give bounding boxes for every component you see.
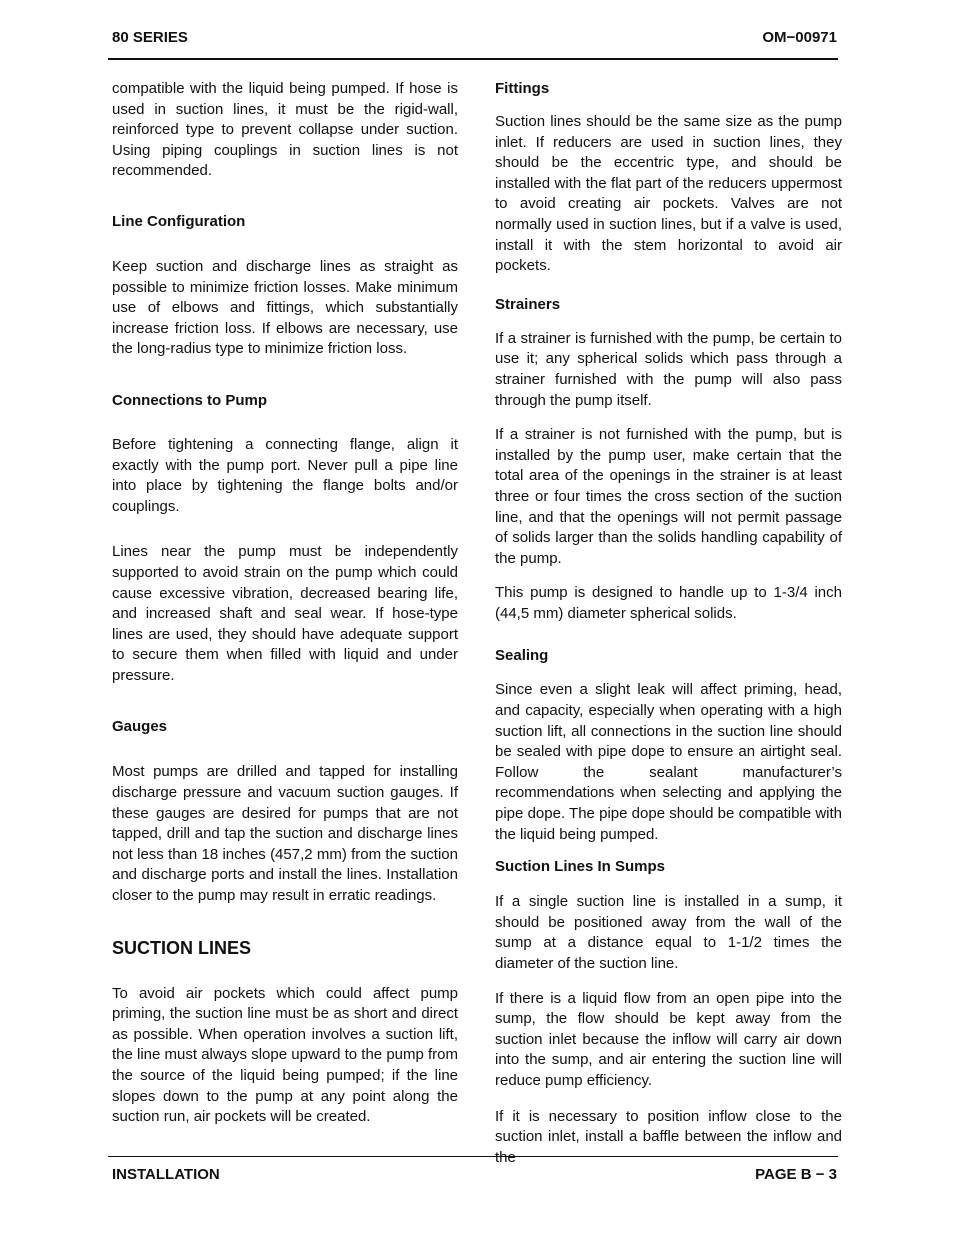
paragraph-sumps-2: If there is a liquid flow from an open pipe into the sump, the flow should be kept away from the suction inlet because the inflow will carry air down into the sump, and air entering the suction line will reduce pump efficiency. [495,989,842,1089]
paragraph-strainers-3: This pump is designed to handle up to 1-3/4 inch (44,5 mm) diameter spherical solids. [495,584,842,622]
header-rule [108,58,838,60]
paragraph-sealing: Since even a slight leak will affect priming, head, and capacity, especially when operating with a high suction lift, all connections in the suction line should be sealed with pipe dope to ensure an airtight seal. Follow the sealant manufacturer’s recommendations when selecting and applying the pipe dope. The pipe dope should be compatible with the liquid being pumped. [495,681,842,843]
heading-gauges: Gauges [112,718,168,736]
heading-line-configuration: Line Configuration [112,212,246,230]
paragraph-sumps-3: If it is necessary to position inflow close to the suction inlet, install a baffle between the inflow and the [495,1107,842,1166]
paragraph-fittings: Suction lines should be the same size as the pump inlet. If reducers are used in suction lines, they should be the eccentric type, and should be installed with the flat part of the reducers uppermost to avoid creating air pockets. Valves are not normally used in suction lines, but if a valve is used, install it with the stem horizontal to avoid air pockets. [495,113,842,275]
heading-suction-lines-in-sumps: Suction Lines In Sumps [495,858,666,876]
left-column [112,79,458,1128]
footer-section: INSTALLATION [112,1165,220,1183]
paragraph-strainers-1: If a strainer is furnished with the pump, be certain to use it; any spherical solids which pass through a strainer furnished with the pump will also pass through the pump itself. [495,329,842,409]
heading-connections-to-pump: Connections to Pump [112,391,267,409]
paragraph-intro: compatible with the liquid being pumped. If hose is used in suction lines, it must be the rigid-wall, reinforced type to prevent collapse under suction. Using piping couplings in suction lines is not recommended. [112,80,458,180]
footer-page-number: PAGE B − 3 [755,1165,837,1183]
page-footer [112,1163,837,1185]
heading-strainers: Strainers [495,295,561,313]
heading-sealing: Sealing [495,647,549,665]
page-header [112,26,837,48]
footer-rule [108,1156,838,1157]
header-series: 80 SERIES [112,28,188,46]
paragraph-strainers-2: If a strainer is not furnished with the pump, but is installed by the pump user, make certain that the total area of the openings in the strainer is at least three or four times the cross section of the suction line, and that the openings will not permit passage of solids larger than the solids handling capability of the pump. [495,426,842,567]
header-doc-number: OM−00971 [762,28,837,46]
heading-suction-lines: SUCTION LINES [112,937,252,958]
paragraph-gauges: Most pumps are drilled and tapped for installing discharge pressure and vacuum suction gauges. If these gauges are desired for pumps that are not tapped, drill and tap the suction and discharge lines not less than 18 inches (457,2 mm) from the suction and discharge ports and install the lines. Installation closer to the pump may result in erratic readings. [112,763,458,905]
paragraph-suction-lines: To avoid air pockets which could affect pump priming, the suction line must be as short and direct as possible. When operation involves a suction lift, the line must always slope upward to the pump from the source of the liquid being pumped; if the line slopes down to the pump at any point along the suction run, air pockets will be created. [112,984,459,1126]
heading-fittings: Fittings [495,80,550,97]
paragraph-connections-2: Lines near the pump must be independently supported to avoid strain on the pump which could cause excessive vibration, decreased bearing life, and increased shaft and seal wear. If hose-type lines are used, they should have adequate support to secure them when filled with liquid and under pressure. [112,543,458,684]
paragraph-line-configuration: Keep suction and discharge lines as straight as possible to minimize friction losses. Make minimum use of elbows and fittings, which substantially increase friction loss. If elbows are necessary, use the long-radius type to minimize friction loss. [112,257,458,358]
paragraph-sumps-1: If a single suction line is installed in a sump, it should be positioned away from the wall of the sump at a distance equal to 1-1/2 times the diameter of the suction line. [495,893,842,972]
right-column [495,79,842,1168]
paragraph-connections-1: Before tightening a connecting flange, align it exactly with the pump port. Never pull a pipe line into place by tightening the flange bolts and/or couplings. [112,435,458,515]
